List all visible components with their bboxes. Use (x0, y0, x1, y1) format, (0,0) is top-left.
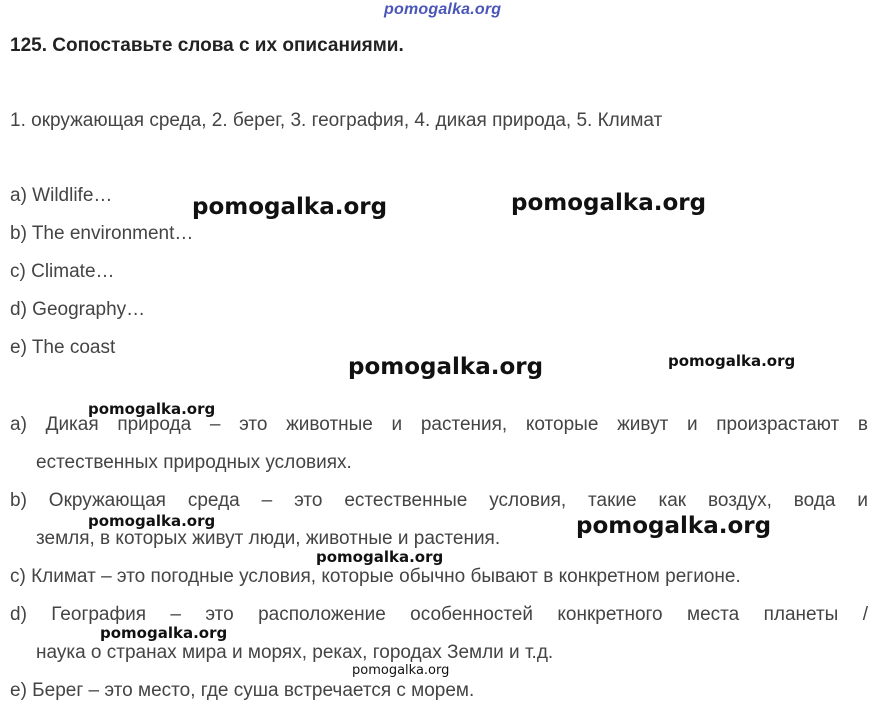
watermark: pomogalka.org (511, 190, 707, 216)
word-list: 1. окружающая среда, 2. берег, 3. география, 4. дикая природа, 5. Климат (10, 110, 663, 131)
answer-a-line1: a) Дикая природа – это животные и растения, которые живут и произрастают в (10, 414, 868, 435)
answer-e-line1: e) Берег – это место, где суша встречается с морем. (10, 680, 475, 701)
prompt-b: b) The environment… (10, 223, 194, 244)
watermark: pomogalka.org (88, 400, 216, 418)
prompt-c: c) Climate… (10, 261, 115, 282)
watermark: pomogalka.org (316, 548, 444, 566)
prompt-a: a) Wildlife… (10, 185, 113, 206)
prompt-d: d) Geography… (10, 299, 146, 320)
exercise-heading: 125. Сопоставьте слова с их описаниями. (10, 35, 404, 56)
watermark: pomogalka.org (192, 194, 388, 220)
answer-a-line2: естественных природных условиях. (36, 452, 352, 473)
answer-d-line1: d) География – это расположение особенностей конкретного места планеты / (10, 604, 868, 625)
prompt-e: e) The coast (10, 337, 116, 358)
answer-c-line1: c) Климат – это погодные условия, которые обычно бывают в конкретном регионе. (10, 566, 741, 587)
watermark: pomogalka.org (668, 352, 796, 370)
watermark: pomogalka.org (576, 513, 772, 539)
watermark: pomogalka.org (88, 512, 216, 530)
answer-b-line1: b) Окружающая среда – это естественные условия, такие как воздух, вода и (10, 490, 868, 511)
watermark: pomogalka.org (352, 663, 450, 678)
site-watermark-top: pomogalka.org (384, 1, 502, 18)
answer-d-line2: наука о странах мира и морях, реках, городах Земли и т.д. (36, 642, 554, 663)
answer-b-line2: земля, в которых живут люди, животные и растения. (36, 528, 501, 549)
watermark: pomogalka.org (348, 354, 544, 380)
watermark: pomogalka.org (100, 624, 228, 642)
